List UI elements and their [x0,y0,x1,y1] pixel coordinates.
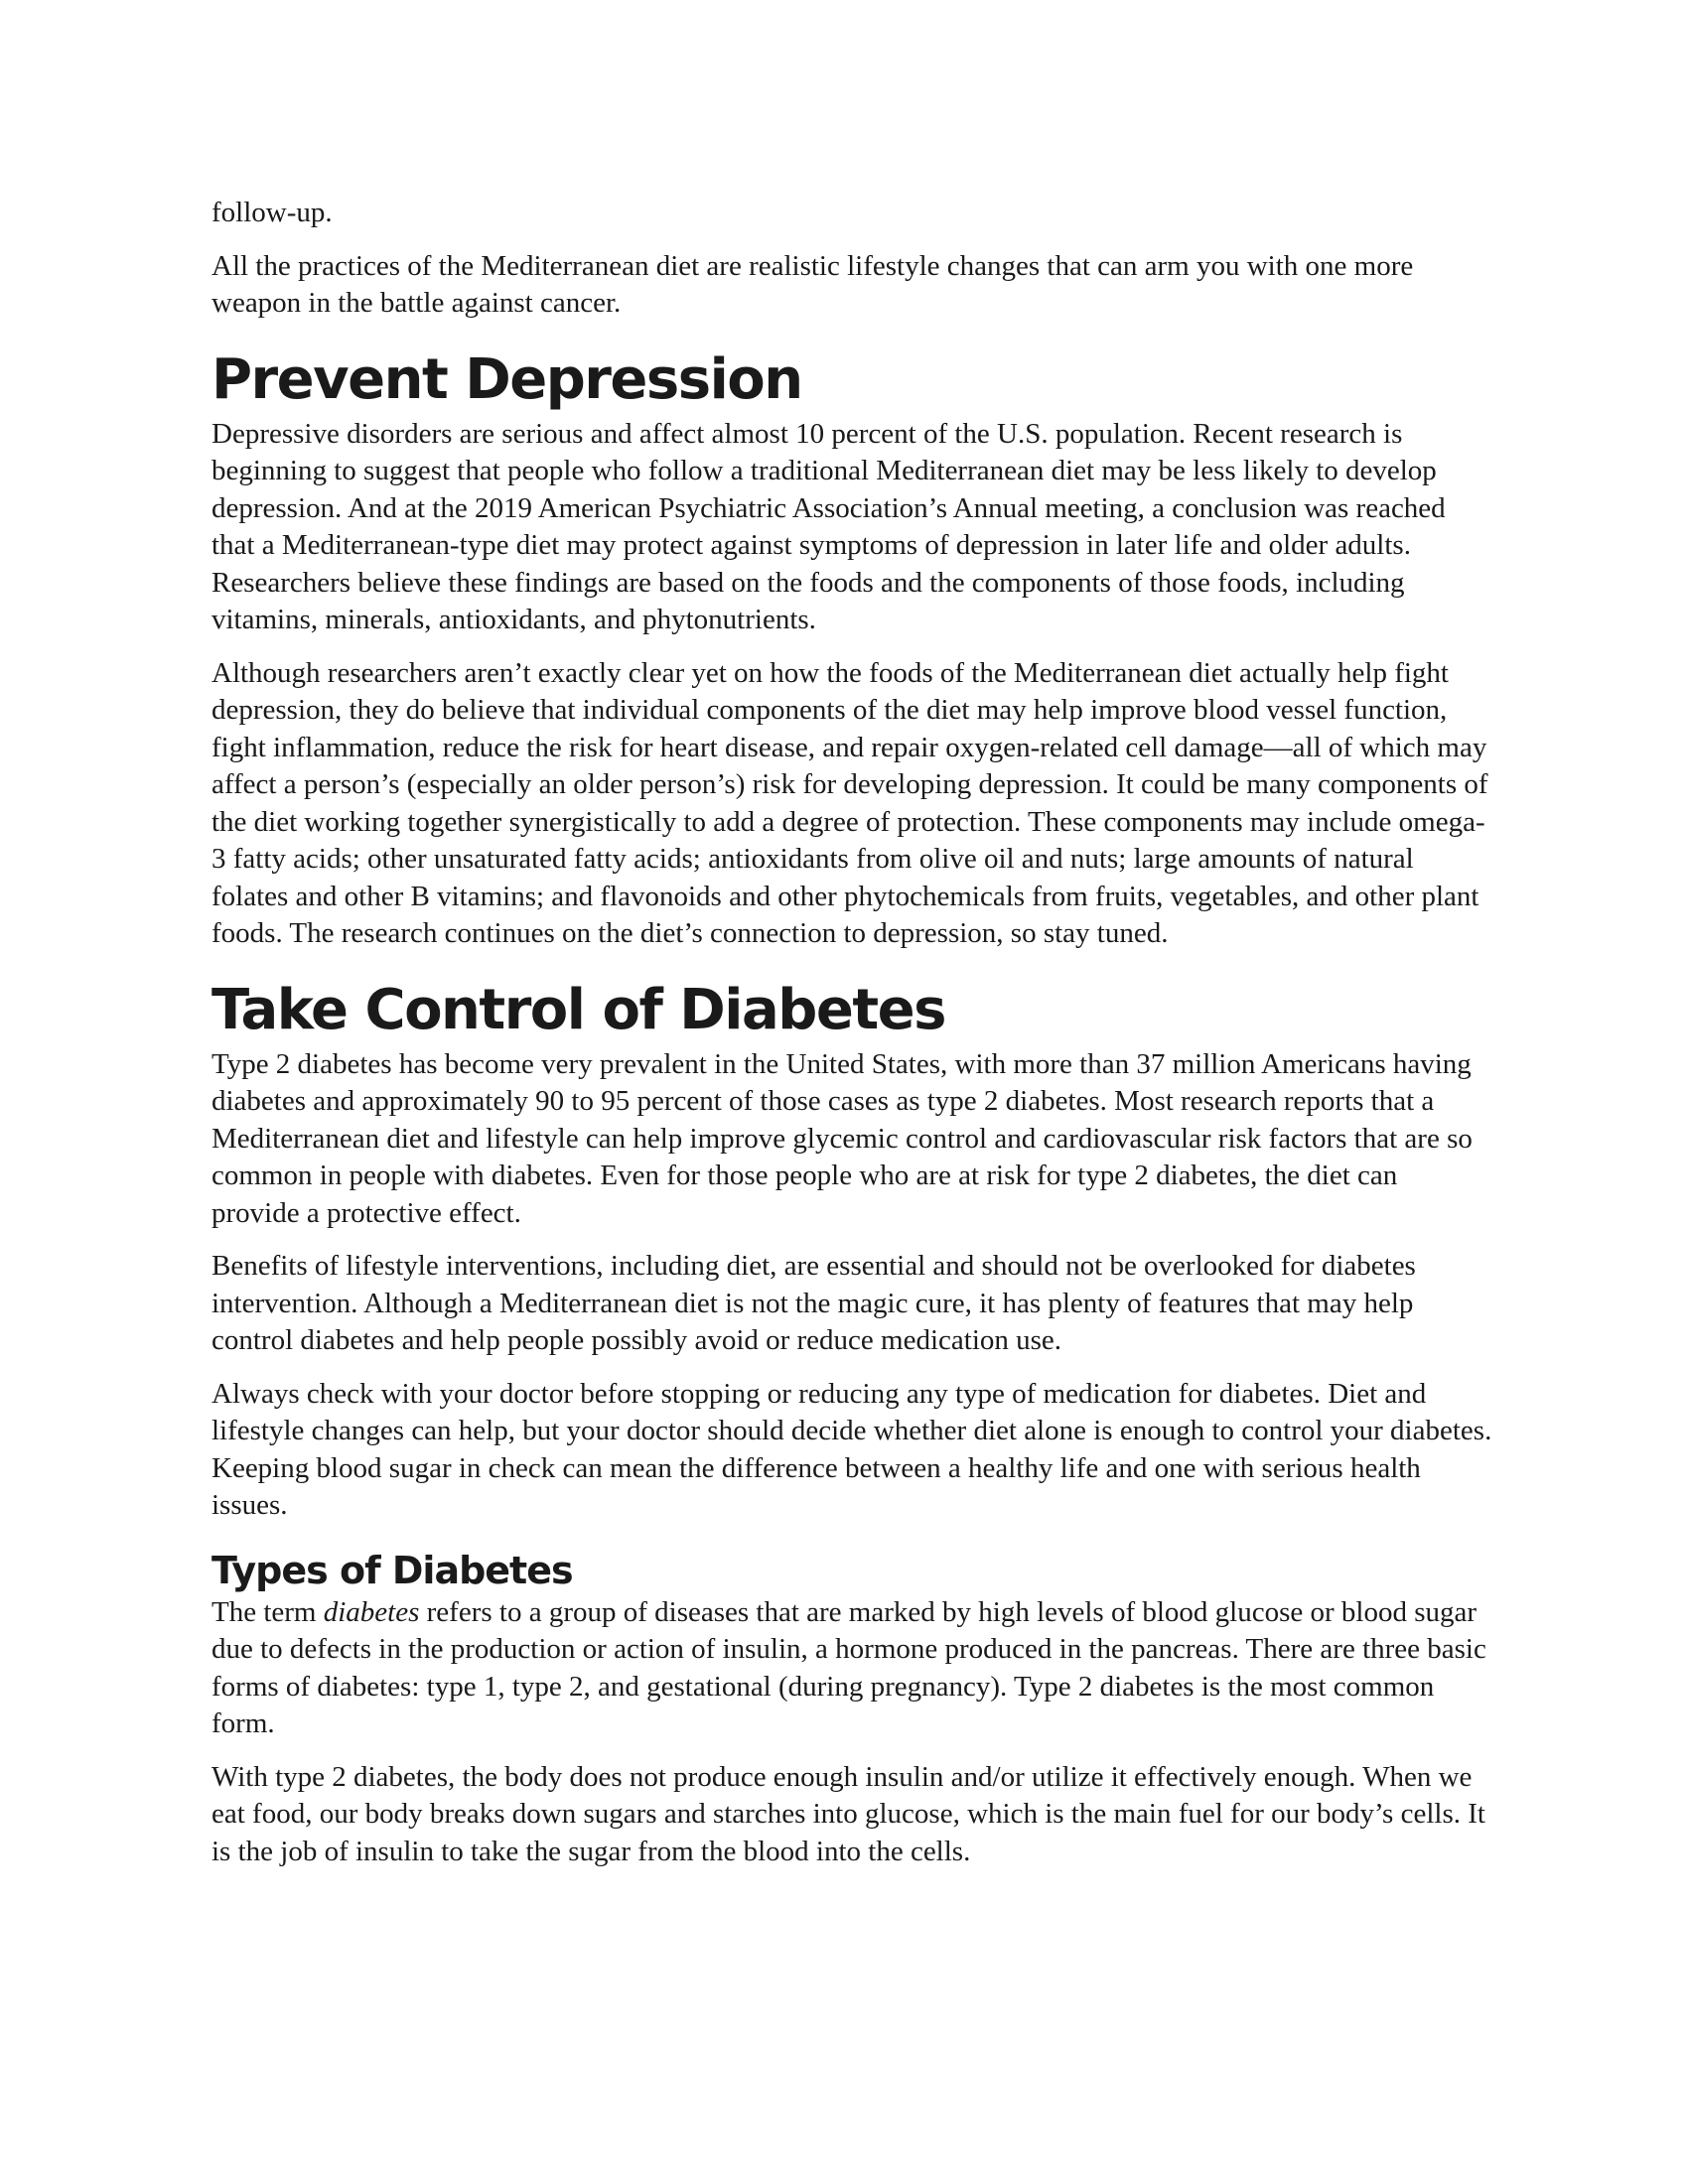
heading-prevent-depression: Prevent Depression [211,346,802,412]
intro-paragraph-1: follow-up. [211,197,333,228]
types-paragraph-2: With type 2 diabetes, the body does not produce enough insulin and/or utilize it effectively enough. When we eat food, our body breaks down sugars and starches into glucose, which is the main fuel for our body’s cells. It is the job of insulin to take the sugar from the blood into the cells. [211,1760,1485,1867]
document-page [211,195,1492,1886]
depression-paragraph-1: Depressive disorders are serious and affect almost 10 percent of the U.S. population. Recent research is beginning to suggest that people who follow a traditional Mediterranean diet may be less likely to develop depression. And at the 2019 American Psychiatric Association’s Annual meeting, a conclusion was reached that a Mediterranean-type diet may protect against symptoms of depression in later life and older adults. Researchers believe these findings are based on the foods and the components of those foods, including vitamins, minerals, antioxidants, and phytonutrients. [211,417,1446,635]
heading-take-control-of-diabetes: Take Control of Diabetes [211,977,945,1042]
term-diabetes: diabetes [323,1595,420,1628]
types-paragraph-1 [211,1594,1492,1743]
intro-paragraph-2: All the practices of the Mediterranean diet are realistic lifestyle changes that can arm you with one more weapon in the battle against cancer. [211,249,1414,319]
diabetes-paragraph-1: Type 2 diabetes has become very prevalent in the United States, with more than 37 million Americans having diabetes and approximately 90 to 95 percent of those cases as type 2 diabetes. Most research reports that a Mediterranean diet and lifestyle can help improve glycemic control and cardiovascular risk factors that are so common in people with diabetes. Even for those people who are at risk for type 2 diabetes, the diet can provide a protective effect. [211,1047,1473,1229]
diabetes-paragraph-3: Always check with your doctor before stopping or reducing any type of medication for diabetes. Diet and lifestyle changes can help, but your doctor should decide whether diet alone is enough to control your diabetes. Keeping blood sugar in check can mean the difference between a healthy life and one with serious health issues. [211,1377,1492,1521]
depression-paragraph-2: Although researchers aren’t exactly clear yet on how the foods of the Mediterranean diet actually help fight depression, they do believe that individual components of the diet may help improve blood vessel function, fight inflammation, reduce the risk for heart disease, and repair oxygen-related cell damage—all of which may affect a person’s (especially an older person’s) risk for developing depression. It could be many components of the diet working together synergistically to add a degree of protection. These components may include omega-3 fatty acids; other unsaturated fatty acids; antioxidants from olive oil and nuts; large amounts of natural folates and other B vitamins; and flavonoids and other phytochemicals from fruits, vegetables, and other plant foods. The research continues on the diet’s connection to depression, so stay tuned. [211,656,1488,949]
types-p1-before: The term [211,1595,324,1628]
heading-types-of-diabetes: Types of Diabetes [211,1548,573,1592]
diabetes-paragraph-2: Benefits of lifestyle interventions, including diet, are essential and should not be overlooked for diabetes intervention. Although a Mediterranean diet is not the magic cure, it has plenty of features that may help control diabetes and help people possibly avoid or reduce medication use. [211,1250,1416,1356]
types-p1-after: refers to a group of diseases that are marked by high levels of blood glucose or blood sugar due to defects in the production or action of insulin, a hormone produced in the pancreas. There are three basic forms of diabetes: type 1, type 2, and gestational (during pregnancy). Type 2 diabetes is the most common form. [211,1595,1486,1739]
